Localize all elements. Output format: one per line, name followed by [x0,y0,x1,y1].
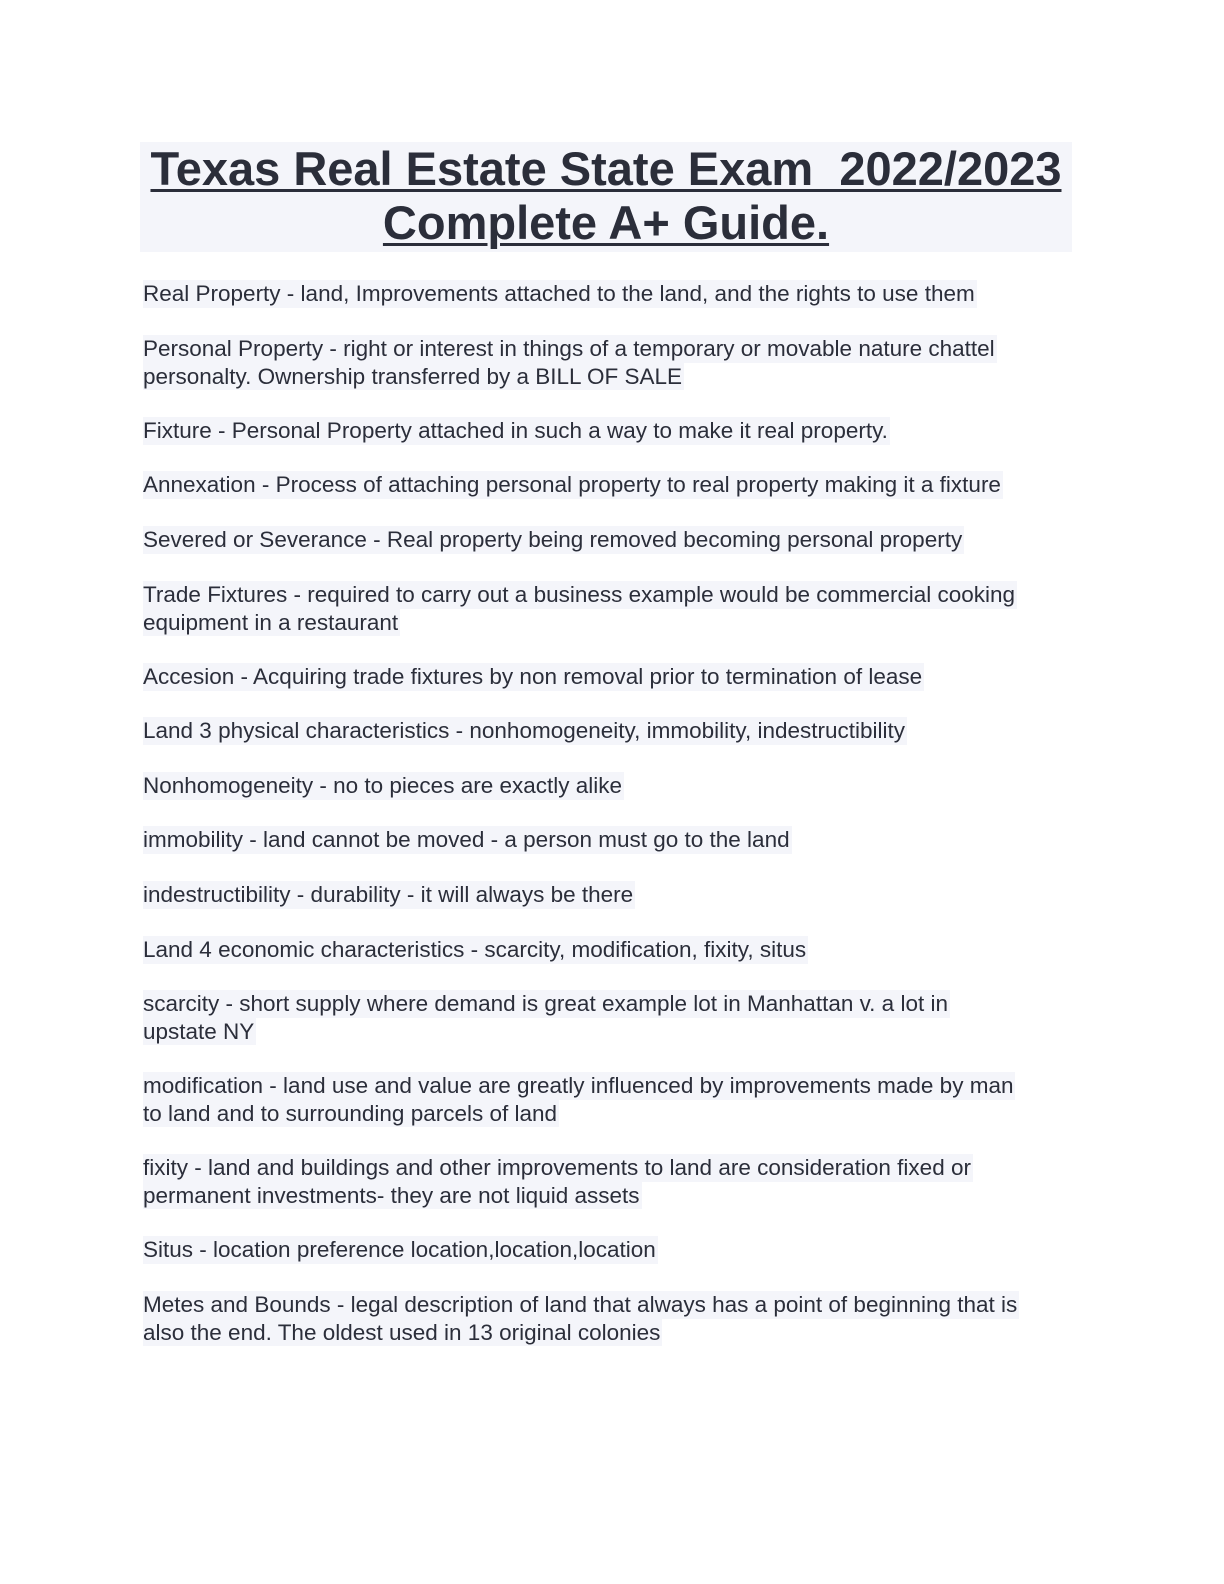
glossary-entry-situs [143,1236,1083,1264]
glossary-entry-accesion [143,663,1083,691]
glossary-entry-fixity [143,1154,1083,1209]
entry-line: upstate NY [143,1018,255,1044]
entry-line: Accesion - Acquiring trade fixtures by non removal prior to termination of lease [143,664,923,689]
entry-line: Annexation - Process of attaching personal property to real property making it a fixture [143,472,1001,497]
entry-line: Severed or Severance - Real property being removed becoming personal property [143,527,963,552]
entry-line: Fixture - Personal Property attached in such a way to make it real property. [143,418,888,443]
glossary-entry-annexation [143,471,1083,499]
entry-line: Nonhomogeneity - no to pieces are exactly alike [143,773,623,798]
entry-line: scarcity - short supply where demand is great example lot in Manhattan v. a lot in [143,991,948,1016]
entry-line: also the end. The oldest used in 13 original colonies [143,1319,661,1345]
entry-line: Land 3 physical characteristics - nonhomogeneity, immobility, indestructibility [143,718,906,743]
glossary-entry-trade-fixtures [143,581,1083,636]
entry-line: indestructibility - durability - it will always be there [143,882,634,907]
glossary-entry-real-property [143,280,1083,308]
glossary-entry-nonhomogeneity [143,772,1083,800]
document-title [140,142,1072,252]
glossary-entry-severance [143,526,1083,554]
entry-line: permanent investments- they are not liquid assets [143,1182,640,1208]
entry-line: to land and to surrounding parcels of land [143,1100,558,1126]
glossary-entry-scarcity [143,990,1083,1045]
entry-line: fixity - land and buildings and other improvements to land are consideration fixed or [143,1155,971,1180]
title-line-2: Complete A+ Guide. [382,196,830,249]
entry-line: modification - land use and value are greatly influenced by improvements made by man [143,1073,1014,1098]
glossary-entry-indestructibility [143,881,1083,909]
glossary-entry-fixture [143,417,1083,445]
entry-line: equipment in a restaurant [143,609,399,635]
glossary-entry-modification [143,1072,1083,1127]
entry-line: Land 4 economic characteristics - scarcity, modification, fixity, situs [143,937,807,962]
title-line-1: Texas Real Estate State Exam_2022/2023 [150,142,1062,195]
glossary-entry-immobility [143,826,1083,854]
glossary-entry-physical-characteristics [143,717,1083,745]
glossary-entry-personal-property [143,335,1083,390]
entry-line: personalty. Ownership transferred by a BILL OF SALE [143,363,683,389]
glossary-entry-economic-characteristics [143,936,1083,964]
entry-line: Real Property - land, Improvements attached to the land, and the rights to use them [143,281,975,306]
glossary-entry-metes-and-bounds [143,1291,1083,1346]
entry-line: Situs - location preference location,location,location [143,1237,656,1262]
entry-line: Trade Fixtures - required to carry out a business example would be commercial cooking [143,582,1016,607]
entry-line: immobility - land cannot be moved - a person must go to the land [143,827,790,852]
entry-line: Metes and Bounds - legal description of land that always has a point of beginning that is [143,1292,1018,1317]
entry-line: Personal Property - right or interest in things of a temporary or movable nature chattel [143,336,995,361]
